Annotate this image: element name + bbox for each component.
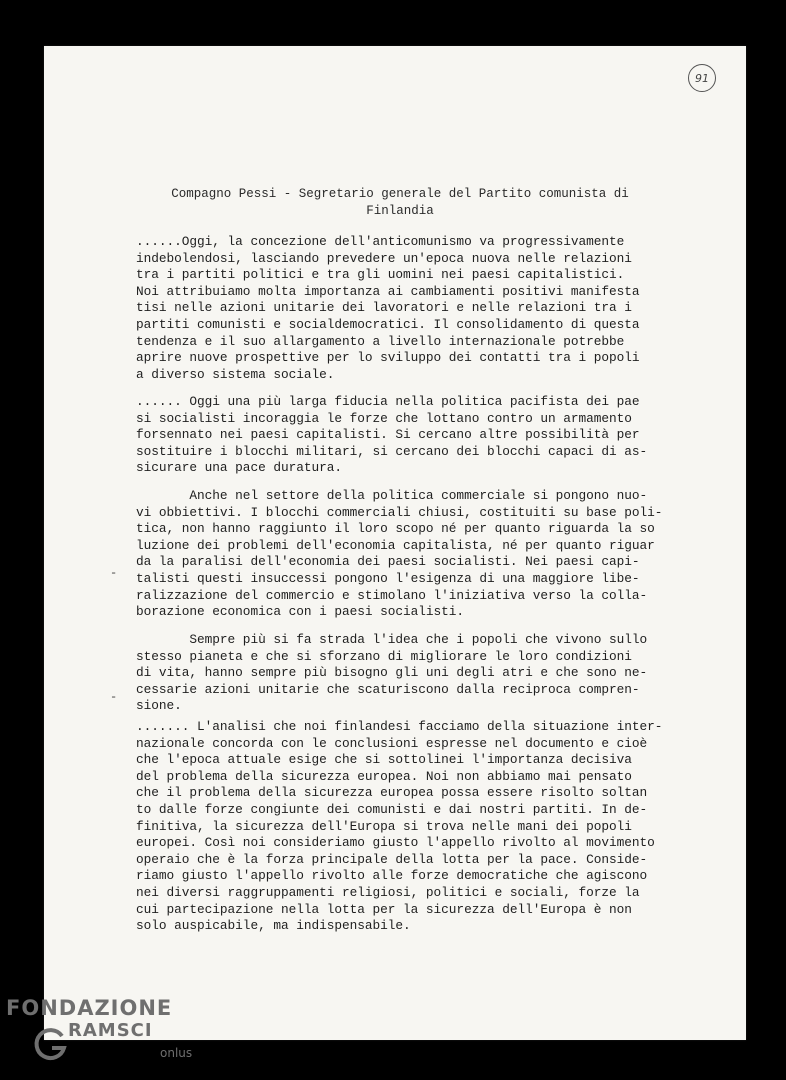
paragraph-2 [136,394,716,477]
text-line: tisi nelle azioni unitarie dei lavoratori e nelle relazioni tra i [136,300,632,316]
text-line: ....... L'analisi che noi finlandesi facciamo della situazione inter- [136,719,663,734]
text-line: to dalle forze congiunte dei comunisti e dai nostri partiti. In de- [136,801,648,817]
page-number-text: 91 [695,71,709,85]
text-line: solo auspicabile, ma indispensabile. [136,918,411,934]
paragraph-5 [136,719,716,935]
text-line: talisti questi insuccessi pongono l'esigenza di una maggiore libe- [136,570,640,586]
text-line: nei diversi raggruppamenti religiosi, politici e sociali, forze la [136,884,640,900]
foundation-logo-icon [32,1026,68,1062]
text-line: sostituire i blocchi militari, si cercano dei blocchi capaci di as- [136,443,648,459]
text-line: di vita, hanno sempre più bisogno gli uni degli atri e che sono ne- [136,665,648,681]
text-line: riamo giusto l'appello rivolto alle forze democratiche che agiscono [136,868,648,884]
text-line: Noi attribuiamo molta importanza ai cambiamenti positivi manifesta [136,283,640,299]
text-line: cessarie azioni unitarie che scaturiscono dalla reciproca compren- [136,681,640,697]
text-line: partiti comunisti e socialdemocratici. Il consolidamento di questa [136,316,640,332]
text-line: ......Oggi, la concezione dell'anticomunismo va progressivamente [136,234,625,249]
paragraph-3 [136,488,716,621]
text-line: luzione dei problemi dell'economia capitalista, né per quanto riguar [136,537,655,553]
text-line: finitiva, la sicurezza dell'Europa si trova nelle mani dei popoli [136,818,632,834]
text-line: Sempre più si fa strada l'idea che i popoli che vivono sullo [136,632,648,647]
text-line: aprire nuove prospettive per lo sviluppo dei contatti tra i popoli [136,350,640,366]
text-line: ...... Oggi una più larga fiducia nella politica pacifista dei pae [136,394,640,409]
text-line: operaio che è la forza principale della lotta per la pace. Conside- [136,851,648,867]
text-line: sicurare una pace duratura. [136,460,342,476]
archive-watermark [6,996,196,1066]
text-line: nazionale concorda con le conclusioni espresse nel documento e cioè [136,735,648,751]
watermark-line-3: onlus [160,1046,193,1060]
text-line: tra i partiti politici e tra gli uomini nei paesi capitalistici. [136,267,625,283]
text-line: tendenza e il suo allargamento a livello internazionale potrebbe [136,333,625,349]
text-line: vi obbiettivi. I blocchi commerciali chiusi, costituiti su base poli- [136,504,663,520]
text-line: ralizzazione del commercio e stimolano l'iniziativa verso la colla- [136,587,648,603]
page-number-stamp [688,64,716,92]
text-line: cui partecipazione nella lotta per la sicurezza dell'Europa è non [136,901,632,917]
document-title [100,186,700,220]
watermark-line-2: RAMSCI [68,1020,153,1041]
text-line: che il problema della sicurezza europea possa essere risolto soltan [136,785,648,801]
text-line: indebolendosi, lasciando prevedere un'epoca nuova nelle relazioni [136,250,632,266]
text-line: a diverso sistema sociale. [136,366,335,382]
title-line-2: Finlandia [366,204,434,218]
paragraph-4 [136,632,716,715]
margin-dash-mark: - [110,566,118,580]
text-line: tica, non hanno raggiunto il loro scopo né per quanto riguarda la so [136,521,655,537]
text-line: da la paralisi dell'economia dei paesi socialisti. Nei paesi capi- [136,554,640,570]
text-line: sione. [136,698,182,714]
margin-dash-mark: - [110,690,118,704]
text-line: si socialisti incoraggia le forze che lottano contro un armamento [136,410,632,426]
text-line: stesso pianeta e che si sforzano di migliorare le loro condizioni [136,648,632,664]
title-line-1: Compagno Pessi - Segretario generale del Partito comunista di [171,187,629,201]
text-line: europei. Così noi consideriamo giusto l'appello rivolto al movimento [136,835,655,851]
text-line: che l'epoca attuale esige che si sottolinei l'importanza decisiva [136,752,632,768]
text-line: Anche nel settore della politica commerciale si pongono nuo- [136,488,648,503]
text-line: forsennato nei paesi capitalisti. Si cercano altre possibilità per [136,427,640,443]
text-line: borazione economica con i paesi socialisti. [136,604,465,620]
text-line: del problema della sicurezza europea. Noi non abbiamo mai pensato [136,768,632,784]
watermark-line-1: FONDAZIONE [6,996,173,1020]
paragraph-1 [136,234,716,383]
